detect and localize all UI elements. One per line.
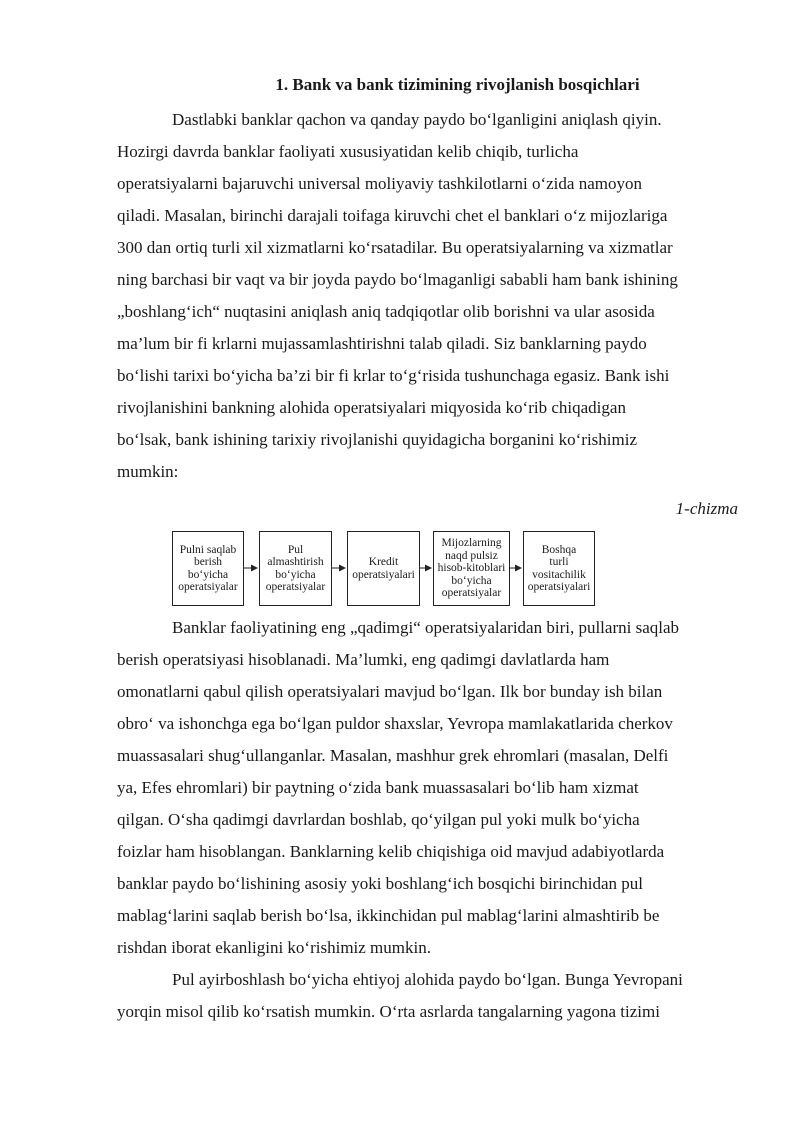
paragraph-line: Hozirgi davrda banklar faoliyati xususiyatidan kelib chiqib, turlicha — [117, 142, 579, 161]
box-text: vositachilik — [532, 568, 586, 581]
paragraph-line: „boshlang‘ich“ nuqtasini aniqlash aniq tadqiqotlar olib borishni va ular asosida — [117, 302, 655, 321]
paragraph-line: Pul ayirboshlash bo‘yicha ehtiyoj alohida paydo bo‘lgan. Bunga Yevropani — [172, 970, 683, 989]
box-text: turli — [549, 556, 569, 568]
box-text: bo‘yicha — [187, 568, 229, 581]
box-text: berish — [193, 556, 223, 568]
box-text: bo‘yicha — [275, 568, 316, 581]
diagram-box-intermediary — [523, 531, 595, 606]
paragraph-line: ning barchasi bir vaqt va bir joyda paydo bo‘lmaganligi sababli ham bank ishining — [117, 270, 678, 289]
box-text: Boshqa — [541, 543, 577, 556]
box-text: Mijozlarning — [441, 537, 502, 550]
paragraph-line: banklar paydo bo‘lishining asosiy yoki boshlang‘ich bosqichi birinchidan pul — [117, 874, 643, 893]
box-text: Pulni saqlab — [179, 543, 237, 556]
box-text: operatsiyalar — [265, 581, 326, 593]
diagram-box-exchange — [259, 531, 332, 606]
box-text: almashtirish — [267, 556, 324, 568]
box-text: operatsiyalar — [178, 581, 238, 593]
box-text: hisob-kitoblari — [437, 562, 506, 575]
paragraph-line: obro‘ va ishonchga ega bo‘lgan puldor shaxslar, Yevropa mamlakatlarida cherkov — [117, 714, 673, 733]
paragraph-line: ma’lum bir fi krlarni mujassamlashtirishni talab qiladi. Siz banklarning paydo — [117, 334, 647, 353]
box-text: Kredit — [368, 556, 399, 568]
diagram-box-credit — [347, 531, 420, 606]
box-text: operatsiyalari — [527, 581, 591, 593]
diagram-box-cashless — [433, 531, 510, 606]
paragraph-line: berish operatsiyasi hisoblanadi. Ma’lumki, eng qadimgi davlatlarda ham — [117, 650, 610, 669]
box-text: operatsiyalari — [352, 568, 415, 581]
paragraph-line: omonatlarni qabul qilish operatsiyalari mavjud bo‘lgan. Ilk bor bunday ish bilan — [117, 682, 663, 701]
paragraph-line: bo‘lishi tarixi bo‘yicha ba’zi bir fi krlar to‘g‘risida tushunchaga egasiz. Bank ishi — [117, 366, 670, 385]
paragraph-line: rivojlanishini bankning alohida operatsiyalari miqyosida ko‘rib chiqadigan — [117, 398, 626, 417]
paragraph-line: qiladi. Masalan, birinchi darajali toifaga kiruvchi chet el banklari o‘z mijozlariga — [117, 206, 668, 225]
section-heading: 1. Bank va bank tizimining rivojlanish bosqichlari — [275, 75, 640, 94]
paragraph-line: mumkin: — [117, 462, 179, 481]
diagram-box-saving — [172, 531, 244, 606]
paragraph-line: Banklar faoliyatining eng „qadimgi“ operatsiyalaridan biri, pullarni saqlab — [172, 618, 680, 637]
paragraph-line: foizlar ham hisoblangan. Banklarning kelib chiqishiga oid mavjud adabiyotlarda — [117, 842, 665, 861]
figure-caption: 1-chizma — [675, 499, 738, 518]
paragraph-line: bo‘lsak, bank ishining tarixiy rivojlanishi quyidagicha borganini ko‘rishimiz — [117, 430, 637, 449]
paragraph-line: muassasalari shug‘ullanganlar. Masalan, mashhur grek ehromlari (masalan, Delfi — [117, 746, 669, 765]
box-text: bo‘yicha — [451, 574, 492, 587]
paragraph-line: qilgan. O‘sha qadimgi davrlardan boshlab, qo‘yilgan pul yoki mulk bo‘yicha — [117, 810, 640, 829]
paragraph-line: yorqin misol qilib ko‘rsatish mumkin. O‘rta asrlarda tangalarning yagona tizimi — [117, 1002, 660, 1021]
paragraph-line: ya, Efes ehromlari) bir paytning o‘zida bank muassasalari bo‘lib ham xizmat — [117, 778, 639, 797]
box-text: operatsiyalar — [441, 587, 502, 600]
paragraph-line: rishdan iborat ekanligini ko‘rishimiz mumkin. — [117, 938, 431, 957]
paragraph-line: operatsiyalarni bajaruvchi universal moliyaviy tashkilotlarni o‘zida namoyon — [117, 174, 642, 193]
paragraph-line: 300 dan ortiq turli xil xizmatlarni ko‘rsatadilar. Bu operatsiyalarning va xizmatlar — [117, 238, 673, 257]
paragraph-line: mablag‘larini saqlab berish bo‘lsa, ikkinchidan pul mablag‘larini almashtirib be — [117, 906, 660, 925]
paragraph-line: Dastlabki banklar qachon va qanday paydo bo‘lganligini aniqlash qiyin. — [172, 110, 662, 129]
box-text: naqd pulsiz — [445, 549, 498, 562]
box-text: Pul — [287, 543, 304, 556]
